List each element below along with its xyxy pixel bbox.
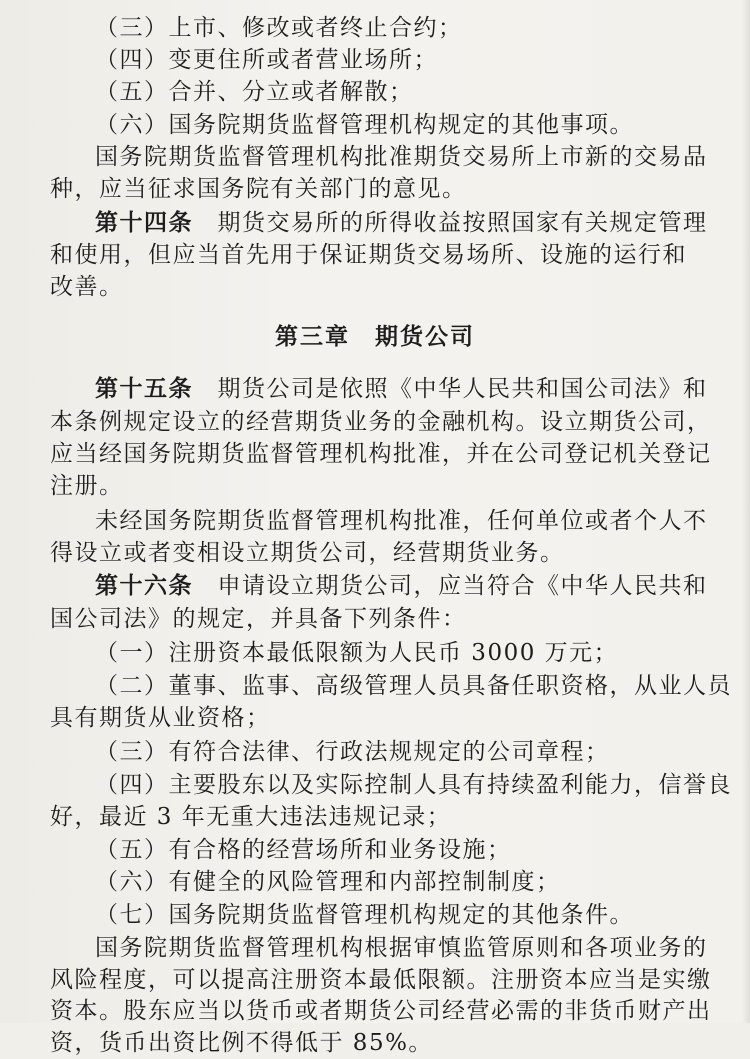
text-line: 国务院期货监督管理机构根据审慎监管原则和各项业务的 [95, 935, 708, 961]
article-14-line [95, 207, 750, 239]
text-line: 和使用，但应当首先用于保证期货交易场所、设施的运行和 [50, 242, 687, 268]
text-line: （一）注册资本最低限额为人民币 3000 万元； [95, 640, 619, 666]
article-14-heading: 第十四条 [95, 209, 193, 236]
text-line: （六）有健全的风险管理和内部控制制度； [95, 869, 561, 895]
text-line: （六）国务院期货监督管理机构规定的其他事项。 [95, 112, 634, 138]
article-16-text: 申请设立期货公司，应当符合《中华人民共和 [193, 573, 708, 599]
text-line: 种，应当征求国务院有关部门的意见。 [50, 176, 467, 202]
article-14-text: 期货交易所的所得收益按照国家有关规定管理 [193, 210, 708, 236]
text-line: 未经国务院期货监督管理机构批准，任何单位或者个人不 [95, 508, 708, 534]
text-line: 本条例规定设立的经营期货业务的金融机构。设立期货公司， [50, 409, 712, 435]
text-line: 国务院期货监督管理机构批准期货交易所上市新的交易品 [95, 144, 708, 170]
text-line: （三）有符合法律、行政法规规定的公司章程； [95, 739, 610, 765]
chapter-title: 第三章 期货公司 [275, 323, 475, 350]
text-line: （七）国务院期货监督管理机构规定的其他条件。 [95, 902, 634, 928]
text-line: （五）有合格的经营场所和业务设施； [95, 837, 512, 863]
text-line: （四）主要股东以及实际控制人具有持续盈利能力，信誉良 [95, 772, 732, 798]
text-line: 注册。 [50, 473, 124, 499]
article-15-line [95, 373, 750, 405]
text-line: 应当经国务院期货监督管理机构批准，并在公司登记机关登记 [50, 441, 712, 467]
article-15-heading: 第十五条 [95, 375, 193, 402]
text-line: 资本。股东应当以货币或者期货公司经营必需的非货币财产出 [50, 998, 712, 1024]
article-15-text: 期货公司是依照《中华人民共和国公司法》和 [193, 376, 708, 402]
text-line: 资，货币出资比例不得低于 85%。 [50, 1030, 433, 1056]
text-line: 改善。 [50, 274, 124, 300]
text-line: 具有期货从业资格； [50, 705, 271, 731]
article-16-line [95, 570, 750, 602]
text-line: （二）董事、监事、高级管理人员具备任职资格，从业人员 [95, 673, 732, 699]
text-line: （三）上市、修改或者终止合约； [95, 15, 463, 41]
text-line: 得设立或者变相设立期货公司，经营期货业务。 [50, 540, 565, 566]
text-line: 好，最近 3 年无重大违法违规记录； [50, 804, 452, 830]
article-16-heading: 第十六条 [95, 572, 193, 599]
text-line: （五）合并、分立或者解散； [95, 79, 414, 105]
text-line: 国公司法》的规定，并具备下列条件： [50, 606, 467, 632]
text-line: 风险程度，可以提高注册资本最低限额。注册资本应当是实缴 [50, 967, 712, 993]
text-line: （四）变更住所或者营业场所； [95, 47, 438, 73]
